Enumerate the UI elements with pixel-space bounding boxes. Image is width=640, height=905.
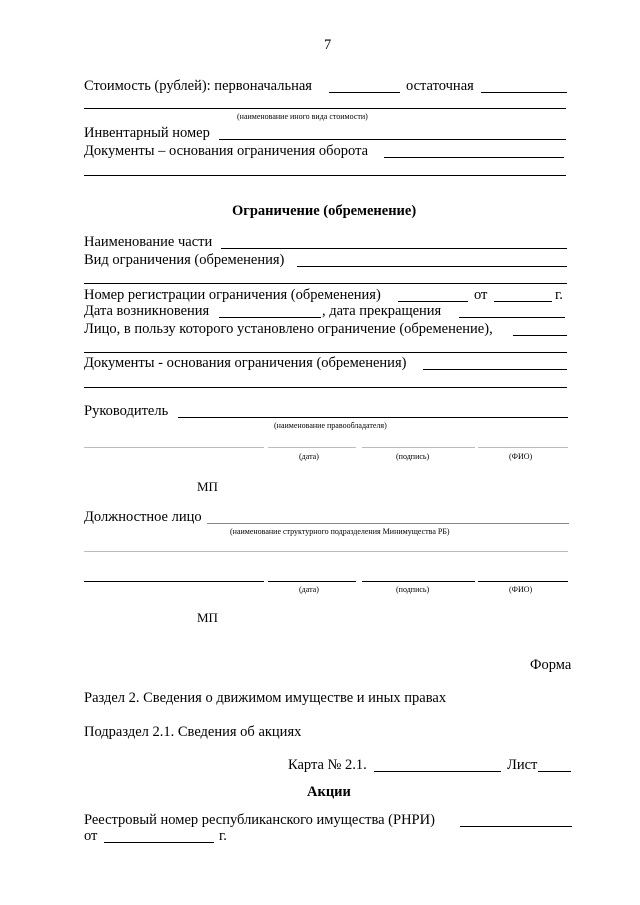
head-label: Руководитель bbox=[84, 403, 169, 419]
encumbrance-heading: Ограничение (обременение) bbox=[232, 203, 417, 219]
initial-cost-field[interactable] bbox=[329, 92, 400, 93]
encumbrance-type-field-2[interactable] bbox=[84, 283, 567, 284]
encumbrance-type-label: Вид ограничения (обременения) bbox=[84, 252, 285, 268]
start-date-label: Дата возникновения bbox=[84, 303, 210, 319]
head-fio-caption: (ФИО) bbox=[509, 452, 533, 461]
registry-label: Реестровый номер республиканского имущества (РНРИ) bbox=[84, 812, 435, 828]
registration-year-suffix: г. bbox=[555, 287, 563, 303]
official-caption: (наименование структурного подразделения Минимущества РБ) bbox=[230, 527, 450, 536]
end-date-label: , дата прекращения bbox=[322, 303, 442, 319]
beneficiary-field[interactable] bbox=[513, 335, 567, 336]
official-seal: МП bbox=[197, 610, 218, 625]
restriction-docs-label: Документы – основания ограничения оборота bbox=[84, 143, 369, 159]
sheet-number-field[interactable] bbox=[538, 771, 571, 772]
official-fio-caption: (ФИО) bbox=[509, 585, 533, 594]
part-name-label: Наименование части bbox=[84, 234, 213, 250]
beneficiary-field-2[interactable] bbox=[84, 352, 567, 353]
start-date-field[interactable] bbox=[219, 317, 321, 318]
other-value-field[interactable] bbox=[84, 108, 566, 109]
official-label: Должностное лицо bbox=[84, 509, 202, 525]
official-position-field[interactable] bbox=[84, 581, 264, 582]
encumbrance-docs-label: Документы - основания ограничения (обременения) bbox=[84, 355, 407, 371]
official-name-field[interactable] bbox=[207, 523, 569, 524]
official-signature-caption: (подпись) bbox=[396, 585, 430, 594]
page-number: 7 bbox=[324, 37, 332, 53]
inventory-number-label: Инвентарный номер bbox=[84, 125, 210, 141]
shares-heading: Акции bbox=[307, 784, 351, 800]
head-caption: (наименование правообладателя) bbox=[274, 421, 387, 430]
registry-from-label: от bbox=[84, 828, 98, 844]
head-fio-field[interactable] bbox=[478, 447, 568, 448]
other-value-caption: (наименование иного вида стоимости) bbox=[237, 112, 368, 121]
section-title: Раздел 2. Сведения о движимом имуществе и иных правах bbox=[84, 690, 447, 706]
official-fio-field[interactable] bbox=[478, 581, 568, 582]
inventory-number-field[interactable] bbox=[219, 139, 566, 140]
registration-label: Номер регистрации ограничения (обременения) bbox=[84, 287, 381, 303]
form-label: Форма bbox=[530, 657, 572, 673]
part-name-field[interactable] bbox=[221, 248, 567, 249]
registration-number-field[interactable] bbox=[398, 301, 468, 302]
cost-label: Стоимость (рублей): первоначальная bbox=[84, 78, 312, 94]
registration-from-label: от bbox=[474, 287, 488, 303]
official-date-field[interactable] bbox=[268, 581, 356, 582]
encumbrance-docs-field[interactable] bbox=[423, 369, 567, 370]
encumbrance-docs-field-2[interactable] bbox=[84, 387, 567, 388]
official-name-field-2[interactable] bbox=[84, 551, 568, 552]
registry-year-suffix: г. bbox=[219, 828, 227, 844]
residual-cost-field[interactable] bbox=[481, 92, 567, 93]
head-date-field[interactable] bbox=[268, 447, 356, 448]
encumbrance-type-field[interactable] bbox=[297, 266, 567, 267]
card-number-field[interactable] bbox=[374, 771, 501, 772]
restriction-docs-field[interactable] bbox=[384, 157, 564, 158]
beneficiary-label: Лицо, в пользу которого установлено ограничение (обременение), bbox=[84, 321, 493, 337]
registry-date-field[interactable] bbox=[104, 842, 214, 843]
official-date-caption: (дата) bbox=[299, 585, 319, 594]
sheet-label: Лист bbox=[507, 757, 538, 773]
head-date-caption: (дата) bbox=[299, 452, 319, 461]
official-signature-field[interactable] bbox=[362, 581, 475, 582]
registry-number-field[interactable] bbox=[460, 826, 572, 827]
card-label: Карта № 2.1. bbox=[288, 757, 367, 773]
head-signature-field[interactable] bbox=[362, 447, 475, 448]
residual-cost-label: остаточная bbox=[406, 78, 474, 94]
restriction-docs-field-2[interactable] bbox=[84, 175, 566, 176]
head-name-field[interactable] bbox=[178, 417, 568, 418]
subsection-title: Подраздел 2.1. Сведения об акциях bbox=[84, 724, 302, 740]
head-signature-caption: (подпись) bbox=[396, 452, 430, 461]
end-date-field[interactable] bbox=[459, 317, 565, 318]
head-seal: МП bbox=[197, 479, 218, 494]
registration-date-field[interactable] bbox=[494, 301, 552, 302]
head-position-field[interactable] bbox=[84, 447, 264, 448]
